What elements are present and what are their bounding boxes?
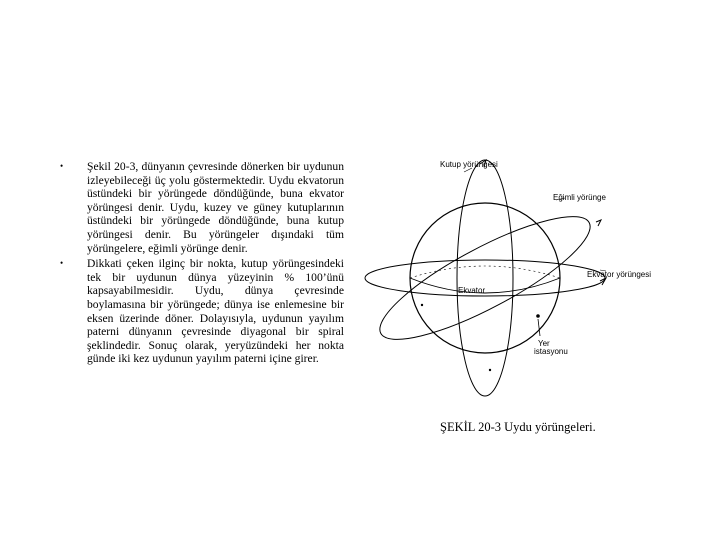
orbit-point [489, 369, 491, 371]
label-inclined-orbit: Eğimli yörünge [553, 193, 606, 202]
figure-caption: ŞEKİL 20-3 Uydu yörüngeleri. [440, 420, 596, 434]
satellite-orbits-diagram [360, 150, 680, 410]
label-ground-station-2: istasyonu [534, 347, 568, 356]
arrow-icon [596, 220, 601, 226]
label-polar-orbit: Kutup yörüngesi [440, 160, 498, 169]
bullet-item [60, 257, 344, 366]
bullet-list [60, 160, 344, 368]
bullet-item [60, 160, 344, 255]
label-equatorial-orbit: Ekvator yörüngesi [587, 270, 652, 279]
ground-station-marker [536, 314, 540, 318]
label-equator: Ekvator [458, 286, 486, 295]
orbit-point [421, 304, 423, 306]
polar-orbit [457, 160, 513, 396]
bullet-marker: • [60, 258, 64, 269]
ground-station-pointer [538, 319, 540, 336]
bullet-text: Şekil 20-3, dünyanın çevresinde dönerken bir uydunun izleyebileceği üç yolu göstermektedir. Uydu ekvatorun üstündeki bir yörüngede döndüğünde, buna ekvator yörüngesi denir. Uydu, kuzey ve güney kutuplarının üstündeki bir yörüngede döndüğünde, buna kutup yörüngesi denir. Bu yörüngeler dışındaki tüm yörüngelere, eğimli yörünge denir. [87, 160, 344, 255]
bullet-marker: • [60, 161, 64, 171]
equator-back-line [410, 266, 560, 278]
bullet-text: Dikkati çeken ilginç bir nokta, kutup yörüngesindeki tek bir uydunun dünya yüzeyinin % 100’ünü kapsayabilmesidir. Uydu, dünya çevresinde boylamasına bir yörüngede; dünya ise enlemesine bir eksen üzerinde döner. Dolayısıyla, uydunun yayılım paterni dünyanın çevresinde diyagonal bir spiral şeklindedir. Sonuç olarak, yeryüzündeki her nokta günde iki kez uydunun yayılım paterni içine girer. [87, 257, 344, 366]
inclined-orbit [367, 196, 604, 360]
earth-circle [410, 203, 560, 353]
label-ground-station-1: Yer [538, 339, 550, 348]
